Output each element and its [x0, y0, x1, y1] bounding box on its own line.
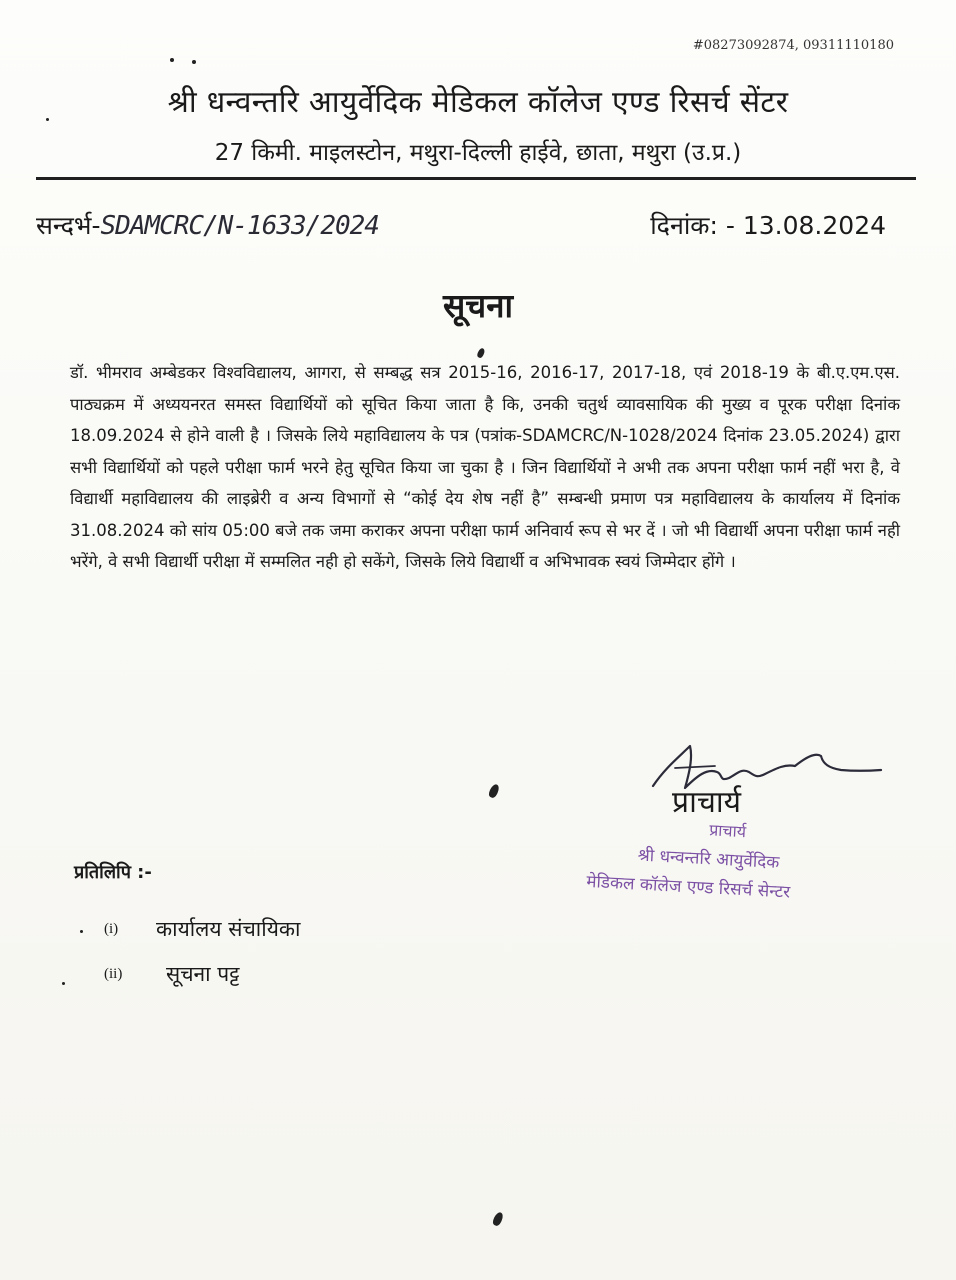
- copy-item: [104, 960, 240, 988]
- ink-mark: [491, 1211, 504, 1227]
- reference-number: SDAMCRC/N-1633/2024: [100, 211, 379, 241]
- reference-line: सन्दर्भ-SDAMCRC/N-1633/2024: [36, 211, 379, 241]
- copy-item-text: कार्यालय संचायिका: [156, 917, 301, 941]
- college-address: 27 किमी. माइलस्टोन, मथुरा-दिल्ली हाईवे, छाता, मथुरा (उ.प्र.): [214, 140, 742, 166]
- copy-item-number: (i): [104, 920, 119, 937]
- header-divider: [36, 177, 916, 180]
- ink-mark: [487, 783, 500, 799]
- copy-item: [104, 915, 300, 943]
- official-stamp: [586, 812, 870, 907]
- notice-title: सूचना: [442, 286, 514, 325]
- ink-speck: [80, 930, 83, 933]
- phone-numbers: #08273092874, 09311110180: [692, 38, 894, 53]
- reference-label: सन्दर्भ: [36, 211, 92, 240]
- stamp-college-line: श्री धन्वन्तरि आयुर्वेदिक: [637, 845, 780, 873]
- notice-body: डॉ. भीमराव अम्बेडकर विश्वविद्यालय, आगरा, से सम्बद्ध सत्र 2015-16, 2016-17, 2017-18, एवं 2018-19 के बी.ए.एम.एस. पाठ्यक्रम में अध्ययनरत समस्त विद्यार्थियों को सूचित किया जाता है कि, उनकी चतुर्थ व्यावसायिक की मुख्य व पूरक परीक्षा दिनांक 18.09.2024 से होने वाली है । जिसके लिये महाविद्यालय के पत्र (पत्रांक-SDAMCRC/N-1028/2024 दिनांक 23.05.2024) द्वारा सभी विद्यार्थियों को पहले परीक्षा फार्म भरने हेतु सूचित किया जा चुका है । जिन विद्यार्थियों ने अभी तक अपना परीक्षा फार्म नहीं भरा है, वे विद्यार्थी महाविद्यालय की लाइब्रेरी व अन्य विभागों से “कोई देय शेष नहीं है” सम्बन्धी प्रमाण पत्र महाविद्यालय के कार्यालय में दिनांक 31.08.2024 को सांय 05:00 बजे तक जमा कराकर अपना परीक्षा फार्म अनिवार्य रूप से भर दें । जो भी विद्यार्थी अपना परीक्षा फार्म नही भरेंगे, वे सभी विद्यार्थी परीक्षा में सम्मलित नही हो सकेंगे, जिसके लिये विद्यार्थी व अभिभावक स्वयं जिम्मेदार होंगे ।: [70, 363, 900, 571]
- date-line: [650, 208, 886, 242]
- notice-date: 13.08.2024: [742, 211, 886, 240]
- principal-designation: प्राचार्य: [672, 785, 742, 820]
- copy-item-number: (ii): [104, 965, 123, 982]
- ink-speck: [170, 58, 174, 62]
- stamp-college-line-2: मेडिकल कॉलेज एण्ड रिसर्च सेन्टर: [585, 871, 791, 903]
- college-name: श्री धन्वन्तरि आयुर्वेदिक मेडिकल कॉलेज एण्ड रिसर्च सेंटर: [167, 85, 789, 120]
- ink-speck: [62, 982, 65, 985]
- ink-speck: [46, 118, 49, 121]
- copy-item-text: सूचना पट्ट: [166, 962, 240, 986]
- stamp-title: प्राचार्य: [708, 820, 747, 842]
- ink-speck: [192, 60, 196, 64]
- date-label: दिनांक: -: [650, 211, 735, 240]
- copy-to-label: प्रतिलिपि :-: [74, 862, 152, 883]
